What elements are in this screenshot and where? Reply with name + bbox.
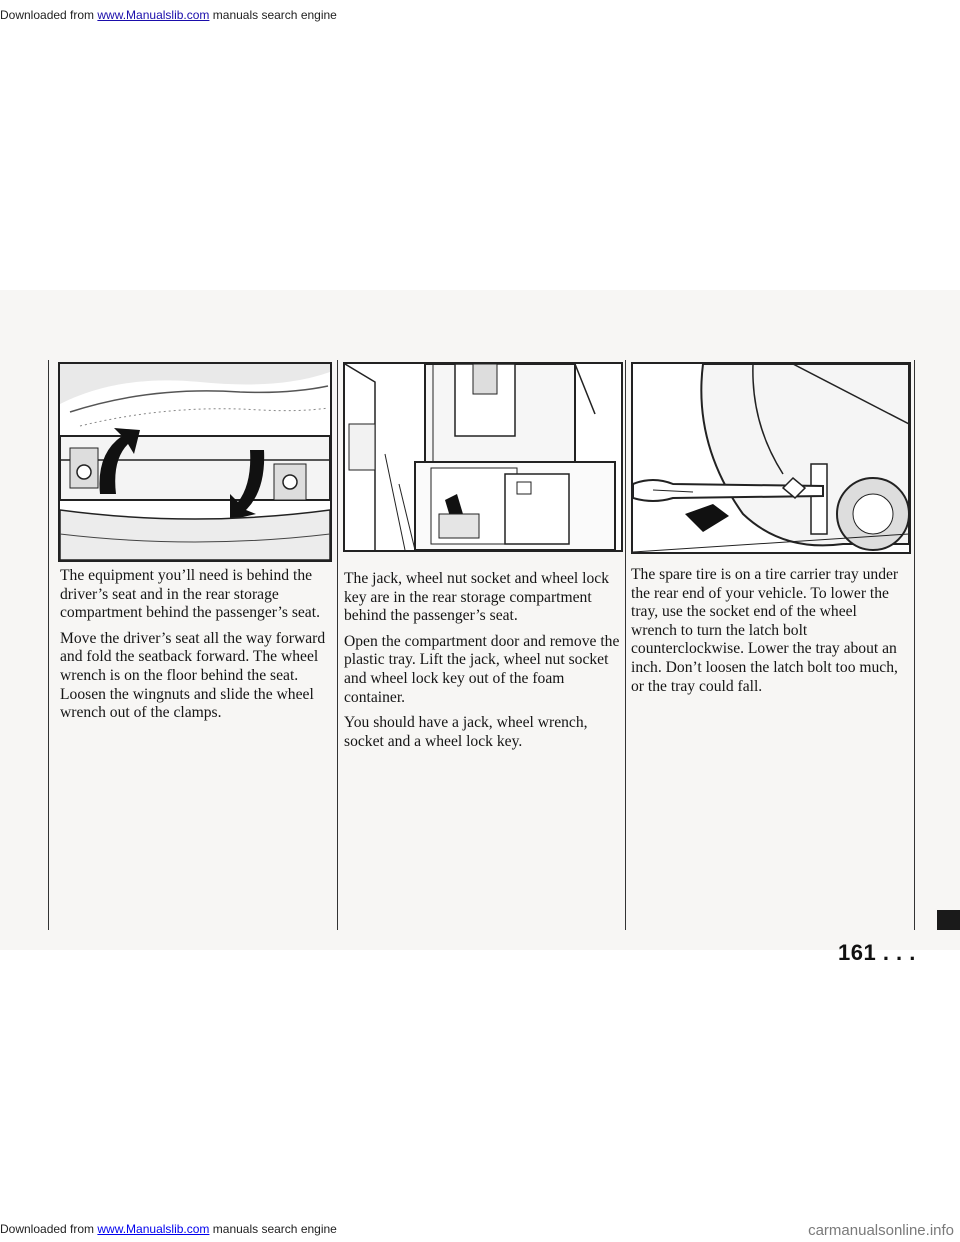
column-2-paragraph-3: You should have a jack, wheel wrench, socket and a wheel lock key.: [344, 714, 588, 750]
column-rule-middle-2: [625, 360, 626, 930]
manualslib-link[interactable]: www.Manualslib.com: [97, 8, 210, 22]
watermark-text: carmanualsonline.info: [808, 1222, 954, 1239]
manualslib-link-bottom[interactable]: www.Manualslib.com: [97, 1222, 210, 1236]
page-number: 161 . . .: [838, 940, 916, 965]
section-tab-marker: [937, 910, 960, 930]
column-3-paragraph-1: The spare tire is on a tire carrier tray under the rear end of your vehicle. To lower the tray, use the socket end of the wheel wrench to turn the latch bolt counterclockwise. Lower the tray about an inch. Don’t loosen the latch bolt too much, or the tray could fall.: [631, 566, 899, 695]
column-2-paragraph-2: Open the compartment door and remove the plastic tray. Lift the jack, wheel nut socket and wheel lock key out of the foam container.: [344, 632, 620, 706]
column-3-text: [631, 566, 901, 703]
banner-prefix-bottom: Downloaded from: [0, 1222, 98, 1236]
column-2-text: [344, 570, 622, 758]
storage-compartment-illustration: [345, 364, 621, 550]
column-rule-right: [914, 360, 915, 930]
banner-suffix: manuals search engine: [209, 8, 337, 22]
column-2-paragraph-1: The jack, wheel nut socket and wheel lock key are in the rear storage compartment behind the passenger’s seat.: [344, 570, 609, 625]
banner-suffix-bottom: manuals search engine: [209, 1222, 337, 1236]
spare-tire-illustration: [633, 364, 909, 552]
download-banner-bottom: [0, 1222, 960, 1239]
manual-page: [0, 290, 960, 965]
figure-seat-wrench: [58, 362, 332, 562]
download-banner: [0, 8, 960, 22]
column-rule-middle-1: [337, 360, 338, 930]
column-1-paragraph-1: The equipment you’ll need is behind the driver’s seat and in the rear storage compartment behind the passenger’s seat.: [60, 567, 320, 622]
seat-wrench-illustration: [60, 364, 330, 560]
figure-spare-tire-latch: [631, 362, 911, 554]
figure-storage-compartment: [343, 362, 623, 552]
column-1-paragraph-2: Move the driver’s seat all the way forward and fold the seatback forward. The wheel wrench is on the floor behind the seat. Loosen the wingnuts and slide the wheel wrench out of the clamps.: [60, 629, 326, 722]
column-1-text: [60, 567, 334, 730]
banner-prefix: Downloaded from: [0, 8, 98, 22]
column-rule-left: [48, 360, 49, 930]
